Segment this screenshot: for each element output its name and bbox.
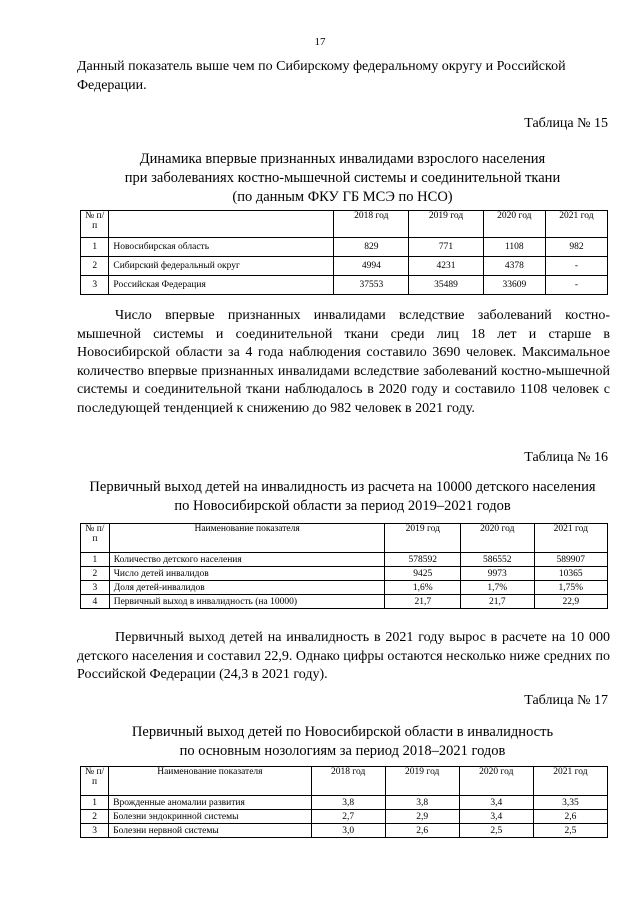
table-header-row [81,767,608,796]
header-cell [109,211,334,238]
table-15-label: Таблица № 15 [524,116,608,131]
table-16-label: Таблица № 16 [524,450,608,465]
table-cell: 4994 [334,257,409,276]
table-cell: 1,75% [534,581,608,595]
table-row [81,595,608,609]
table-cell: 1 [81,238,109,257]
table-cell: 2,6 [533,810,607,824]
table-17-title-line2: по основным нозологиям за период 2018–2021 годов [179,743,506,759]
table-cell: 2 [81,257,109,276]
table-16 [80,523,608,609]
table-cell: 3,4 [459,796,533,810]
table-cell: 9425 [385,567,461,581]
header-cell: 2019 год [385,767,459,796]
table-cell: Болезни нервной системы [109,824,311,838]
table-cell: 2,5 [533,824,607,838]
table-cell: 1 [81,796,109,810]
header-cell: 2020 год [459,767,533,796]
table-cell: 3,8 [311,796,385,810]
table-row [81,238,608,257]
table-cell: 1,6% [385,581,461,595]
header-cell: 2021 год [534,524,608,553]
table-cell: - [545,257,607,276]
table-row [81,257,608,276]
table-cell: 2 [81,810,109,824]
table-cell: 4231 [409,257,484,276]
table-15-title-line3: (по данным ФКУ ГБ МСЭ по НСО) [232,189,453,205]
table-cell: 1108 [483,238,545,257]
paragraph-3: Первичный выход детей на инвалидность в 2021 году вырос в расчете на 10 000 детского населения и составил 22,9. Однако цифры остаются несколько ниже средних по Российской Федерации (24,3 в 2021 году). [77,630,610,682]
table-16-title-line1: Первичный выход детей на инвалидность из расчета на 10000 детского населения [89,479,596,495]
table-cell: 2,5 [459,824,533,838]
header-cell: № п/п [81,211,109,238]
table-row [81,276,608,295]
table-cell: Сибирский федеральный округ [109,257,334,276]
table-row [81,810,608,824]
table-15-title-line1: Динамика впервые признанных инвалидами взрослого населения [139,151,546,167]
table-cell: 21,7 [385,595,461,609]
table-cell: 9973 [461,567,534,581]
table-cell: 589907 [534,553,608,567]
table-cell: 3,4 [459,810,533,824]
table-row [81,553,608,567]
table-17-title-line1: Первичный выход детей по Новосибирской области в инвалидность [131,724,554,740]
table-row [81,824,608,838]
table-cell: 829 [334,238,409,257]
table-cell: 2,7 [311,810,385,824]
table-cell: 37553 [334,276,409,295]
table-cell: 21,7 [461,595,534,609]
table-cell: Число детей инвалидов [109,567,385,581]
table-row [81,581,608,595]
table-cell: 3 [81,276,109,295]
header-cell: 2018 год [334,211,409,238]
table-16-title-line2: по Новосибирской области за период 2019–2021 годов [174,498,511,514]
table-cell: 1,7% [461,581,534,595]
table-cell: Доля детей-инвалидов [109,581,385,595]
table-header-row [81,211,608,238]
table-17-label: Таблица № 17 [524,693,608,708]
table-cell: Болезни эндокринной системы [109,810,311,824]
table-cell: 578592 [385,553,461,567]
header-cell: 2018 год [311,767,385,796]
header-cell: № п/п [81,767,109,796]
table-16-title [70,478,615,516]
table-cell: 2,6 [385,824,459,838]
table-cell: 4378 [483,257,545,276]
table-15-title [70,150,615,207]
table-row [81,567,608,581]
table-cell: Количество детского населения [109,553,385,567]
table-15 [80,210,608,295]
table-cell: 586552 [461,553,534,567]
table-cell: 982 [545,238,607,257]
table-cell: Первичный выход в инвалидность (на 10000) [109,595,385,609]
paragraph-2: Число впервые признанных инвалидами вследствие заболеваний костно-мышечной системы и соединительной ткани среди лиц 18 лет и старше в Новосибирской области за 4 года наблюдения составило 3690 человек. Максимальное количество впервые признанных инвалидами вследствие заболеваний костно-мышечной системы и соединительной ткани наблюдалось в 2020 году и составило 1108 человек с последующей тенденцией к снижению до 982 человек в 2021 году. [77,308,610,416]
intro-paragraph: Данный показатель выше чем по Сибирскому федеральному округу и Российской Федерации. [77,59,566,93]
table-cell: 33609 [483,276,545,295]
table-cell: 2,9 [385,810,459,824]
header-cell: 2020 год [461,524,534,553]
table-cell: 1 [81,553,110,567]
table-cell: - [545,276,607,295]
table-cell: Российская Федерация [109,276,334,295]
table-cell: 3,8 [385,796,459,810]
table-15-title-line2: при заболеваниях костно-мышечной системы и соединительной ткани [124,170,561,186]
table-cell: 3 [81,824,109,838]
page-number: 17 [314,36,326,48]
table-row [81,796,608,810]
table-cell: 10365 [534,567,608,581]
table-cell: 3 [81,581,110,595]
table-cell: 3,0 [311,824,385,838]
header-cell: № п/п [81,524,110,553]
table-cell: Новосибирская область [109,238,334,257]
table-header-row [81,524,608,553]
table-cell: 2 [81,567,110,581]
header-cell: Наименование показателя [109,767,311,796]
table-cell: 771 [409,238,484,257]
table-cell: 4 [81,595,110,609]
table-cell: Врожденные аномалии развития [109,796,311,810]
header-cell: 2019 год [385,524,461,553]
header-cell: 2021 год [533,767,607,796]
header-cell: 2020 год [483,211,545,238]
header-cell: Наименование показателя [109,524,385,553]
table-cell: 22,9 [534,595,608,609]
table-17-title [70,723,615,761]
header-cell: 2019 год [409,211,484,238]
header-cell: 2021 год [545,211,607,238]
table-cell: 3,35 [533,796,607,810]
table-cell: 35489 [409,276,484,295]
table-17 [80,766,608,838]
